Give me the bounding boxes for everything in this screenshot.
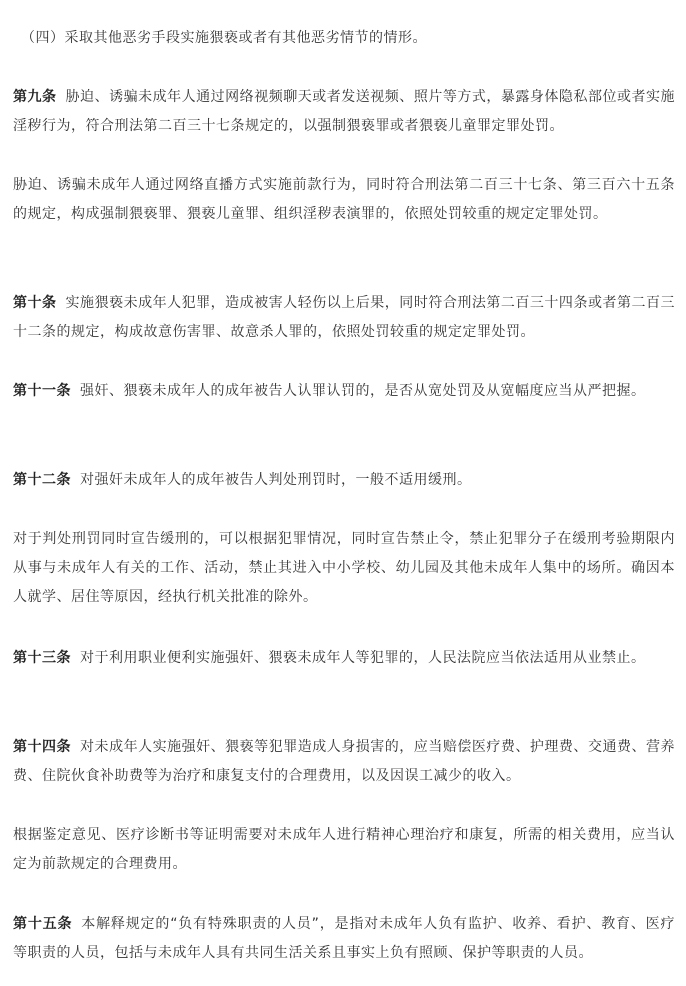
paragraph-text: 胁迫、诱骗未成年人通过网络直播方式实施前款行为，同时符合刑法第二百三十七条、第三百六十五条的规定，构成强制猥亵罪、猥亵儿童罪、组织淫秽表演罪的，依照处罚较重的规定定罪处罚。 [13,177,675,222]
article-heading: 第十三条 [13,650,71,666]
article-heading: 第十五条 [13,916,73,932]
article-heading: 第十四条 [13,739,72,755]
article-14-paragraph [13,733,675,791]
article-10-paragraph [13,289,675,347]
article-heading: 第十一条 [13,383,71,399]
article-heading: 第十条 [13,295,57,311]
paragraph-text: （四）采取其他恶劣手段实施猥亵或者有其他恶劣情节的情形。 [21,30,427,46]
paragraph-text: 对于利用职业便利实施强奸、猥亵未成年人等犯罪的，人民法院应当依法适用从业禁止。 [80,650,646,666]
article-12-paragraph [13,466,675,495]
article-heading: 第九条 [13,89,57,105]
paragraph-text: 对于判处刑罚同时宣告缓刑的，可以根据犯罪情况，同时宣告禁止令，禁止犯罪分子在缓刑考验期限内从事与未成年人有关的工作、活动，禁止其进入中小学校、幼儿园及其他未成年人集中的场所。确因本人就学、居住等原因，经执行机关批准的除外。 [13,531,675,605]
article-9-paragraph [13,83,675,141]
article-9-second-paragraph [13,171,675,229]
article-15-paragraph [13,910,675,968]
paragraph-text: 对强奸未成年人的成年被告人判处刑罚时，一般不适用缓刑。 [80,472,472,488]
article-11-paragraph [13,377,675,406]
paragraph-text: 根据鉴定意见、医疗诊断书等证明需要对未成年人进行精神心理治疗和康复，所需的相关费用，应当认定为前款规定的合理费用。 [13,827,675,872]
article-12-second-paragraph [13,525,675,612]
article-13-paragraph [13,644,675,673]
paragraph-text: 实施猥亵未成年人犯罪，造成被害人轻伤以上后果，同时符合刑法第二百三十四条或者第二百三十二条的规定，构成故意伤害罪、故意杀人罪的，依照处罚较重的规定定罪处罚。 [13,295,676,340]
paragraph-text: 本解释规定的“负有特殊职责的人员”，是指对未成年人负有监护、收养、看护、教育、医疗等职责的人员，包括与未成年人具有共同生活关系且事实上负有照顾、保护等职责的人员。 [13,916,675,961]
paragraph-text: 强奸、猥亵未成年人的成年被告人认罪认罚的，是否从宽处罚及从宽幅度应当从严把握。 [80,383,646,399]
article-heading: 第十二条 [13,472,71,488]
paragraph-text: 对未成年人实施强奸、猥亵等犯罪造成人身损害的，应当赔偿医疗费、护理费、交通费、营养费、住院伙食补助费等为治疗和康复支付的合理费用，以及因误工减少的收入。 [13,739,675,784]
paragraph-text: 胁迫、诱骗未成年人通过网络视频聊天或者发送视频、照片等方式，暴露身体隐私部位或者实施淫秽行为，符合刑法第二百三十七条规定的，以强制猥亵罪或者猥亵儿童罪定罪处罚。 [13,89,676,134]
article-14-second-paragraph [13,821,675,879]
paragraph-item-4 [13,24,683,53]
